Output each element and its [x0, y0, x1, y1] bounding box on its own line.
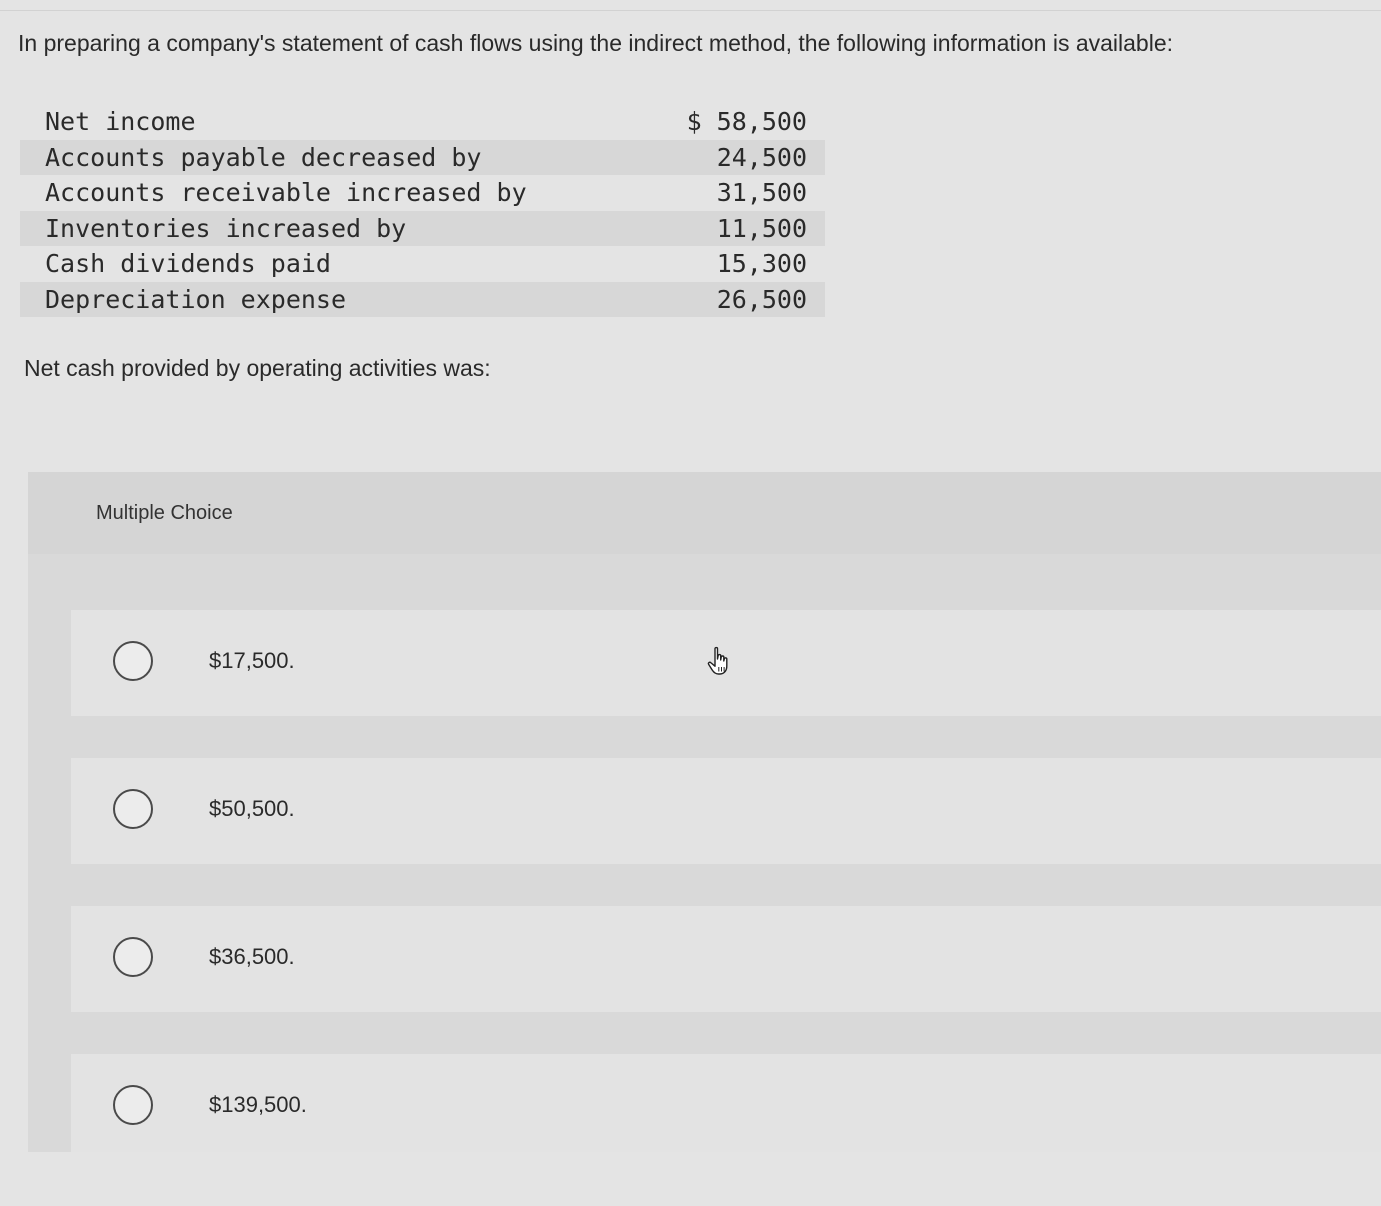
option-label[interactable]: $139,500.	[209, 1092, 307, 1117]
row-amount: $ 58,500	[686, 107, 807, 136]
row-amount: 24,500	[716, 142, 807, 172]
hand-pointer-icon	[706, 646, 734, 676]
answer-option-3[interactable]	[71, 906, 1381, 1012]
row-label: Cash dividends paid	[45, 249, 331, 278]
table-row	[20, 282, 825, 318]
table-row	[20, 246, 825, 282]
radio-circle-icon[interactable]	[113, 641, 153, 681]
answer-option-4[interactable]	[71, 1054, 1381, 1152]
option-label[interactable]: $17,500.	[209, 648, 295, 673]
top-divider	[0, 10, 1381, 11]
row-amount: 15,300	[716, 249, 807, 278]
radio-circle-icon[interactable]	[113, 789, 153, 829]
answer-option-2[interactable]	[71, 758, 1381, 864]
table-row	[20, 104, 825, 140]
question-text: In preparing a company's statement of cash flows using the indirect method, the following information is available:	[18, 30, 1174, 56]
multiple-choice-panel	[28, 472, 1381, 1152]
table-row	[20, 175, 825, 211]
multiple-choice-title: Multiple Choice	[96, 502, 233, 524]
row-label: Accounts payable decreased by	[45, 142, 482, 172]
table-row	[20, 140, 825, 176]
radio-circle-icon[interactable]	[113, 937, 153, 977]
table-row	[20, 211, 825, 247]
option-label[interactable]: $50,500.	[209, 796, 295, 821]
row-amount: 11,500	[716, 213, 807, 243]
prompt-text: Net cash provided by operating activities was:	[24, 355, 491, 381]
radio-circle-icon[interactable]	[113, 1085, 153, 1125]
row-label: Depreciation expense	[45, 284, 347, 314]
row-label: Inventories increased by	[45, 213, 407, 243]
row-label: Accounts receivable increased by	[45, 178, 527, 207]
option-label[interactable]: $36,500.	[209, 944, 295, 969]
row-amount: 26,500	[716, 284, 807, 314]
row-label: Net income	[45, 107, 196, 136]
row-amount: 31,500	[716, 178, 807, 207]
multiple-choice-header	[28, 472, 1381, 554]
cash-flow-data-table	[20, 104, 825, 317]
